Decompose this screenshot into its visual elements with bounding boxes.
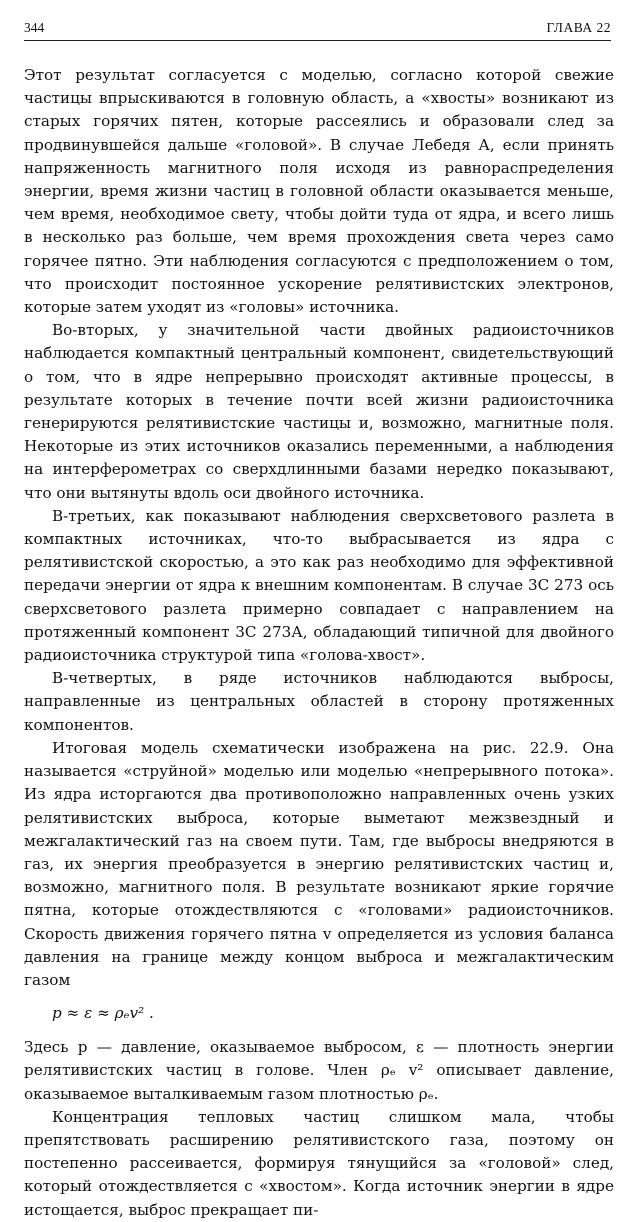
page-number: 344: [24, 20, 45, 35]
paragraph-5: Итоговая модель схематически изображена на рис. 22.9. Она называется «струйной» моделью или моделью «непрерывного потока». Из ядра исторгаются два противоположно направленных очень узких релятивистских выброса, которые выметают межзвездный и межгалактический газ на своем пути. Там, где выбросы внедряются в газ, их энергия преобразуется в энергию релятивистских частиц и, возможно, магнитного поля. В результате возникают яркие горячие пятна, которые отождествляются с «головами» радиоисточников. Скорость движения горячего пятна v определяется из условия баланса давления на границе между концом выброса и межгалактическим газом: [24, 738, 614, 989]
page-header: [24, 20, 611, 41]
paragraph-2: Во-вторых, у значительной части двойных радиоисточников наблюдается компактный центральный компонент, свидетельствующий о том, что в ядре непрерывно происходят активные процессы, в результате которых в течение почти всей жизни радиоисточника генерируются релятивистские частицы и, возможно, магнитные поля. Некоторые из этих источников оказались переменными, а наблюдения на интерферометрах со сверхдлинными базами нередко показывают, что они вытянуты вдоль оси двойного источника.: [24, 321, 614, 502]
chapter-title: ГЛАВА 22: [546, 20, 611, 35]
page-body: [24, 64, 614, 1222]
paragraph-6: Здесь p — давление, оказываемое выбросом, ε — плотность энергии релятивистских частиц в голове. Член ρₑ v² описывает давление, оказываемое выталкиваемым газом плотностью ρₑ.: [24, 1038, 614, 1103]
paragraph-4: В-четвертых, в ряде источников наблюдаются выбросы, направленные из центральных областей в сторону протяженных компонентов.: [24, 669, 614, 734]
paragraph-1: Этот результат согласуется с моделью, согласно которой свежие частицы впрыскиваются в головную область, а «хвосты» возникают из старых горячих пятен, которые рассеялись и образовали след за продвинувшейся дальше «головой». В случае Лебедя А, если принять напряженность магнитного поля исходя из равнораспределения энергии, время жизни частиц в головной области оказывается меньше, чем время, необходимое свету, чтобы дойти туда от ядра, и всего лишь в несколько раз больше, чем время прохождения света через само горячее пятно. Эти наблюдения согласуются с предположением о том, что происходит постоянное ускорение релятивистских электронов, которые затем уходят из «головы» источника.: [24, 66, 614, 317]
paragraph-7: Концентрация тепловых частиц слишком мала, чтобы препятствовать расширению релятивистского газа, поэтому он постепенно рассеивается, формируя тянущийся за «головой» след, который отождествляется с «хвостом». Когда источник энергии в ядре истощается, выброс прекращает пи-: [24, 1107, 614, 1219]
paragraph-3: В-третьих, как показывают наблюдения сверхсветового разлета в компактных источниках, что-то выбрасывается из ядра с релятивистской скоростью, а это как раз необходимо для эффективной передачи энергии от ядра к внешним компонентам. В случае 3С 273 ось сверхсветового разлета примерно совпадает с направлением на протяженный компонент 3С 273А, обладающий типичной для двойного радиоисточника структурой типа «голова-хвост».: [24, 506, 614, 665]
pressure-balance-formula: p ≈ ε ≈ ρₑv² .: [52, 1004, 154, 1023]
